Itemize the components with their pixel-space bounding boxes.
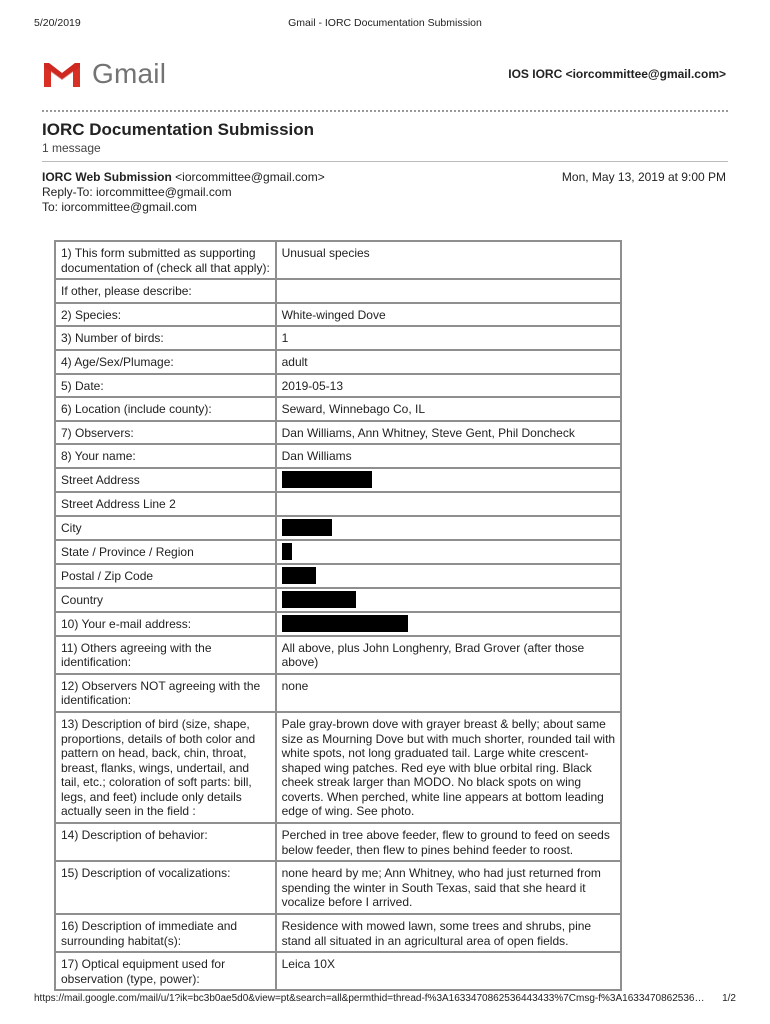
form-answer: Dan Williams, Ann Whitney, Steve Gent, Phil Doncheck <box>276 421 621 445</box>
gmail-wordmark: Gmail <box>92 58 167 89</box>
form-question: 13) Description of bird (size, shape, proportions, details of both color and pattern on head, back, chin, throat, breast, flanks, wings, undertail, and tail, etc.; coloration of soft parts: bill, legs, and feet) include only details actually seen in the field : <box>55 712 276 823</box>
form-question: If other, please describe: <box>55 279 276 303</box>
form-row <box>55 397 621 421</box>
form-row <box>55 540 621 564</box>
thread-subject: IORC Documentation Submission <box>42 120 315 139</box>
form-question: 7) Observers: <box>55 421 276 445</box>
form-question: 10) Your e-mail address: <box>55 612 276 636</box>
form-question: 6) Location (include county): <box>55 397 276 421</box>
form-question: City <box>55 516 276 540</box>
form-answer: Unusual species <box>276 241 621 279</box>
form-row <box>55 350 621 374</box>
gmail-logo <box>42 56 166 92</box>
form-question: 5) Date: <box>55 374 276 398</box>
redaction-block <box>282 471 372 488</box>
form-question: 3) Number of birds: <box>55 326 276 350</box>
print-page-number: 1/2 <box>722 993 736 1004</box>
form-row <box>55 468 621 492</box>
form-row <box>55 588 621 612</box>
form-row <box>55 303 621 327</box>
form-answer: All above, plus John Longhenry, Brad Grover (after those above) <box>276 636 621 674</box>
form-row <box>55 241 621 279</box>
message-divider <box>42 161 728 162</box>
reply-to: Reply-To: iorcommittee@gmail.com <box>42 185 232 199</box>
form-question: Street Address <box>55 468 276 492</box>
sender-address: <iorcommittee@gmail.com> <box>175 170 325 184</box>
form-row <box>55 712 621 823</box>
form-row <box>55 823 621 861</box>
message-count: 1 message <box>42 141 101 155</box>
recipient: To: iorcommittee@gmail.com <box>42 200 197 214</box>
message-date: Mon, May 13, 2019 at 9:00 PM <box>561 170 726 184</box>
sender-name: IORC Web Submission <box>42 170 172 184</box>
form-row <box>55 952 621 990</box>
form-answer: Pale gray-brown dove with grayer breast & belly; about same size as Mourning Dove but with much shorter, rounded tail with white spots, not long graduated tail. Large white crescent-shaped wing patches. Red eye with blue orbital ring. Black cheek streak larger than MODO. No black spots on wing coverts. When perched, white line appears at bottom leading edge of wing. See photo. <box>276 712 621 823</box>
form-row <box>55 279 621 303</box>
print-footer-url: https://mail.google.com/mail/u/1?ik=bc3b0ae5d0&view=pt&search=all&permthid=thread-f%3A1633470862536443433%7Cmsg-f%3A1633470862536… <box>34 993 705 1004</box>
form-question: State / Province / Region <box>55 540 276 564</box>
form-answer: adult <box>276 350 621 374</box>
form-row <box>55 444 621 468</box>
form-answer <box>276 540 621 564</box>
print-date: 5/20/2019 <box>34 17 81 29</box>
form-answer <box>276 564 621 588</box>
form-answer: Leica 10X <box>276 952 621 990</box>
form-answer: Seward, Winnebago Co, IL <box>276 397 621 421</box>
form-row <box>55 326 621 350</box>
form-row <box>55 612 621 636</box>
form-answer: White-winged Dove <box>276 303 621 327</box>
account-identity: IOS IORC <iorcommittee@gmail.com> <box>508 67 726 81</box>
form-question: 8) Your name: <box>55 444 276 468</box>
form-question: 1) This form submitted as supporting documentation of (check all that apply): <box>55 241 276 279</box>
form-answer: Perched in tree above feeder, flew to ground to feed on seeds below feeder, then flew to pines behind feeder to roost. <box>276 823 621 861</box>
gmail-m-icon <box>42 59 82 89</box>
form-answer: 2019-05-13 <box>276 374 621 398</box>
form-row <box>55 516 621 540</box>
form-answer <box>276 516 621 540</box>
form-answer: none heard by me; Ann Whitney, who had just returned from spending the winter in South Texas, said that she heard it vocalize before I arrived. <box>276 861 621 914</box>
form-question: Postal / Zip Code <box>55 564 276 588</box>
form-answer <box>276 492 621 516</box>
form-question: 12) Observers NOT agreeing with the identification: <box>55 674 276 712</box>
form-row <box>55 564 621 588</box>
redaction-block <box>282 591 356 608</box>
redaction-block <box>282 519 332 536</box>
form-question: Street Address Line 2 <box>55 492 276 516</box>
form-row <box>55 492 621 516</box>
form-answer <box>276 279 621 303</box>
form-row <box>55 914 621 952</box>
message-header <box>42 170 325 215</box>
form-question: 4) Age/Sex/Plumage: <box>55 350 276 374</box>
form-row <box>55 374 621 398</box>
form-question: 15) Description of vocalizations: <box>55 861 276 914</box>
form-answer: none <box>276 674 621 712</box>
submission-form-table <box>54 240 622 991</box>
form-row <box>55 861 621 914</box>
redaction-block <box>282 615 408 632</box>
form-row <box>55 636 621 674</box>
form-question: Country <box>55 588 276 612</box>
form-row <box>55 421 621 445</box>
form-question: 2) Species: <box>55 303 276 327</box>
form-question: 14) Description of behavior: <box>55 823 276 861</box>
form-question: 11) Others agreeing with the identification: <box>55 636 276 674</box>
form-answer: Dan Williams <box>276 444 621 468</box>
form-row <box>55 674 621 712</box>
header-divider <box>42 110 728 112</box>
redaction-block <box>282 543 292 560</box>
form-question: 16) Description of immediate and surrounding habitat(s): <box>55 914 276 952</box>
form-answer <box>276 468 621 492</box>
form-answer <box>276 612 621 636</box>
form-answer: 1 <box>276 326 621 350</box>
form-answer <box>276 588 621 612</box>
print-title: Gmail - IORC Documentation Submission <box>288 17 482 29</box>
redaction-block <box>282 567 316 584</box>
form-question: 17) Optical equipment used for observation (type, power): <box>55 952 276 990</box>
form-answer: Residence with mowed lawn, some trees and shrubs, pine stand all situated in an agricultural area of open fields. <box>276 914 621 952</box>
